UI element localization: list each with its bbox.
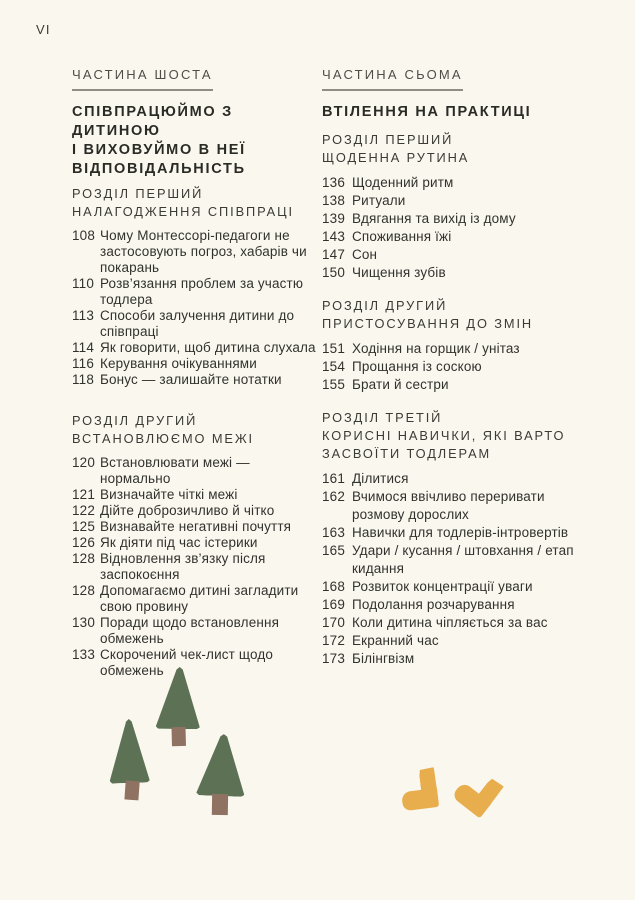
entry-page-number: 169 bbox=[322, 597, 345, 612]
chapter-label: РОЗДІЛ ТРЕТІЙ bbox=[322, 410, 443, 425]
chapter-title bbox=[322, 427, 594, 463]
tree-canopy bbox=[156, 667, 201, 729]
entry-list bbox=[322, 470, 594, 668]
entry-page-number: 143 bbox=[322, 229, 345, 244]
toc-entry bbox=[72, 583, 324, 615]
part-title-line: І ВИХОВУЙМО В НЕЇ bbox=[72, 142, 246, 158]
chapter-title-line: НАЛАГОДЖЕННЯ СПІВПРАЦІ bbox=[72, 204, 294, 219]
toc-column bbox=[322, 66, 594, 668]
sock-foot bbox=[401, 788, 439, 811]
toc-entry bbox=[72, 535, 324, 551]
entry-title: Бонус — залишайте нотатки bbox=[100, 372, 282, 387]
entry-title: Як діяти під час істерики bbox=[100, 535, 258, 550]
toc-entry bbox=[322, 578, 594, 596]
entry-list bbox=[322, 340, 594, 394]
entry-title: Брати й сестри bbox=[352, 377, 449, 392]
toc-entry bbox=[322, 488, 594, 524]
toc-entry bbox=[322, 210, 594, 228]
entry-page-number: 155 bbox=[322, 377, 345, 392]
entry-title: Споживання їжі bbox=[352, 229, 452, 244]
entry-title: Білінгвізм bbox=[352, 651, 415, 666]
entry-title: Вдягання та вихід із дому bbox=[352, 211, 516, 226]
toc-entry bbox=[322, 632, 594, 650]
entry-page-number: 136 bbox=[322, 175, 345, 190]
entry-title: Подолання розчарування bbox=[352, 597, 515, 612]
toc-entry bbox=[322, 264, 594, 282]
entry-title: Визначайте чіткі межі bbox=[100, 487, 238, 502]
part-title bbox=[322, 103, 594, 122]
toc-entry bbox=[72, 308, 324, 340]
entry-title: Визнавайте негативні почуття bbox=[100, 519, 292, 534]
tree-trunk bbox=[124, 780, 139, 800]
toc-entry bbox=[322, 174, 594, 192]
entry-page-number: 170 bbox=[322, 615, 345, 630]
toc-entry bbox=[72, 372, 324, 388]
entry-title: Відновлення зв’язку після заспокоєння bbox=[100, 551, 266, 582]
entry-page-number: 154 bbox=[322, 359, 345, 374]
entry-title: Допомагаємо дитині загладити свою провину bbox=[100, 583, 299, 614]
toc-entry bbox=[322, 542, 594, 578]
entry-page-number: 114 bbox=[72, 340, 94, 355]
toc-entry bbox=[322, 358, 594, 376]
toc-entry bbox=[322, 596, 594, 614]
entry-title: Встановлювати межі — нормально bbox=[100, 455, 250, 486]
entry-title: Коли дитина чіпляється за вас bbox=[352, 615, 548, 630]
entry-page-number: 122 bbox=[72, 503, 95, 518]
chapter-label: РОЗДІЛ ДРУГИЙ bbox=[72, 413, 198, 428]
tree-trunk bbox=[171, 727, 185, 746]
tree-trunk bbox=[212, 794, 228, 815]
entry-list bbox=[72, 228, 324, 388]
part-label: ЧАСТИНА СЬОМА bbox=[322, 67, 463, 91]
entry-page-number: 113 bbox=[72, 308, 94, 323]
toc-entry bbox=[72, 519, 324, 535]
tree-canopy bbox=[108, 718, 150, 783]
toc-entry bbox=[72, 487, 324, 503]
chapter bbox=[322, 131, 594, 282]
entry-page-number: 162 bbox=[322, 489, 345, 504]
entry-page-number: 173 bbox=[322, 651, 345, 666]
toc-column bbox=[72, 66, 324, 679]
entry-page-number: 133 bbox=[72, 647, 95, 662]
entry-title: Розвиток концентрації уваги bbox=[352, 579, 533, 594]
part-title-line: СПІВПРАЦЮЙМО З ДИТИНОЮ bbox=[72, 104, 233, 139]
entry-page-number: 120 bbox=[72, 455, 95, 470]
entry-title: Навички для тодлерів-інтровертів bbox=[352, 525, 569, 540]
entry-page-number: 139 bbox=[322, 211, 345, 226]
chapter bbox=[322, 297, 594, 394]
fir-tree-illustration bbox=[196, 733, 247, 817]
chapter-title-line: ЩОДЕННА РУТИНА bbox=[322, 150, 470, 165]
entry-page-number: 126 bbox=[72, 535, 95, 550]
toc-entry bbox=[322, 192, 594, 210]
chapter-title bbox=[72, 203, 324, 221]
entry-page-number: 110 bbox=[72, 276, 94, 291]
chapter-label: РОЗДІЛ ПЕРШИЙ bbox=[72, 186, 204, 201]
chapter-title bbox=[322, 149, 594, 167]
entry-title: Способи залучення дитини до співпраці bbox=[100, 308, 295, 339]
entry-page-number: 172 bbox=[322, 633, 345, 648]
entry-page-number: 147 bbox=[322, 247, 345, 262]
toc-entry bbox=[72, 228, 324, 276]
entry-title: Сон bbox=[352, 247, 378, 262]
entry-page-number: 118 bbox=[72, 372, 94, 387]
toc-entry bbox=[322, 614, 594, 632]
entry-page-number: 150 bbox=[322, 265, 345, 280]
entry-page-number: 163 bbox=[322, 525, 345, 540]
entry-title: Удари / кусання / штовхання / етап кидання bbox=[352, 543, 574, 576]
page-folio: VI bbox=[36, 22, 51, 37]
entry-title: Керування очікуваннями bbox=[100, 356, 257, 371]
chapter-title bbox=[322, 315, 594, 333]
entry-title: Як говорити, щоб дитина слухала bbox=[100, 340, 316, 355]
part-title-line: ВТІЛЕННЯ НА ПРАКТИЦІ bbox=[322, 104, 532, 120]
toc-entry bbox=[322, 524, 594, 542]
toc-entry bbox=[322, 470, 594, 488]
chapter-label: РОЗДІЛ ДРУГИЙ bbox=[322, 298, 448, 313]
toc-entry bbox=[72, 551, 324, 583]
chapter-title-line: ЗАСВОЇТИ ТОДЛЕРАМ bbox=[322, 446, 492, 461]
chapter-title bbox=[72, 430, 324, 448]
chapter bbox=[72, 185, 324, 388]
entry-page-number: 108 bbox=[72, 228, 95, 243]
entry-page-number: 161 bbox=[322, 471, 345, 486]
toc-entry bbox=[322, 376, 594, 394]
toc-entry bbox=[322, 650, 594, 668]
toc-entry bbox=[322, 340, 594, 358]
toc-entry bbox=[72, 356, 324, 372]
part-label: ЧАСТИНА ШОСТА bbox=[72, 67, 213, 91]
toc-entry bbox=[72, 276, 324, 308]
toc-entry bbox=[322, 228, 594, 246]
entry-title: Скорочений чек-лист щодо обмежень bbox=[100, 647, 274, 678]
entry-title: Поради щодо встановлення обмежень bbox=[100, 615, 280, 646]
entry-title: Чому Монтессорі-педагоги не застосовують погроз, хабарів чи покарань bbox=[100, 228, 307, 275]
entry-title: Вчимося ввічливо переривати розмову дорослих bbox=[352, 489, 545, 522]
entry-list bbox=[322, 174, 594, 282]
entry-title: Щоденний ритм bbox=[352, 175, 454, 190]
entry-title: Ритуали bbox=[352, 193, 406, 208]
entry-page-number: 116 bbox=[72, 356, 94, 371]
chapter-title-line: КОРИСНІ НАВИЧКИ, ЯКІ ВАРТО bbox=[322, 428, 566, 443]
entry-title: Розв’язання проблем за участю тодлера bbox=[100, 276, 304, 307]
part-title bbox=[72, 103, 324, 179]
toc-entry bbox=[322, 246, 594, 264]
entry-page-number: 130 bbox=[72, 615, 95, 630]
entry-title: Чищення зубів bbox=[352, 265, 446, 280]
toc-entry bbox=[72, 340, 324, 356]
entry-title: Прощання із соскою bbox=[352, 359, 482, 374]
fir-tree-illustration bbox=[156, 667, 201, 746]
entry-title: Ділитися bbox=[352, 471, 409, 486]
entry-page-number: 165 bbox=[322, 543, 345, 558]
entry-title: Екранний час bbox=[352, 633, 439, 648]
entry-page-number: 128 bbox=[72, 551, 95, 566]
chapter bbox=[72, 412, 324, 679]
entry-page-number: 168 bbox=[322, 579, 345, 594]
chapter-list bbox=[322, 131, 594, 668]
entry-page-number: 128 bbox=[72, 583, 95, 598]
fir-tree-illustration bbox=[108, 718, 151, 801]
entry-page-number: 138 bbox=[322, 193, 345, 208]
toc-entry bbox=[72, 615, 324, 647]
chapter-list bbox=[72, 185, 324, 679]
entry-title: Дійте доброзичливо й чітко bbox=[100, 503, 275, 518]
part-title-line: ВІДПОВІДАЛЬНІСТЬ bbox=[72, 161, 246, 177]
chapter-title-line: ПРИСТОСУВАННЯ ДО ЗМІН bbox=[322, 316, 534, 331]
toc-entry bbox=[72, 503, 324, 519]
entry-list bbox=[72, 455, 324, 679]
chapter-title-line: ВСТАНОВЛЮЄМО МЕЖІ bbox=[72, 431, 255, 446]
entry-page-number: 121 bbox=[72, 487, 95, 502]
chapter bbox=[322, 409, 594, 668]
tree-canopy bbox=[196, 733, 246, 797]
entry-page-number: 125 bbox=[72, 519, 95, 534]
toc-entry bbox=[72, 455, 324, 487]
chapter-label: РОЗДІЛ ПЕРШИЙ bbox=[322, 132, 454, 147]
entry-title: Ходіння на горщик / унітаз bbox=[352, 341, 520, 356]
entry-page-number: 151 bbox=[322, 341, 345, 356]
sock-illustration bbox=[399, 767, 442, 813]
